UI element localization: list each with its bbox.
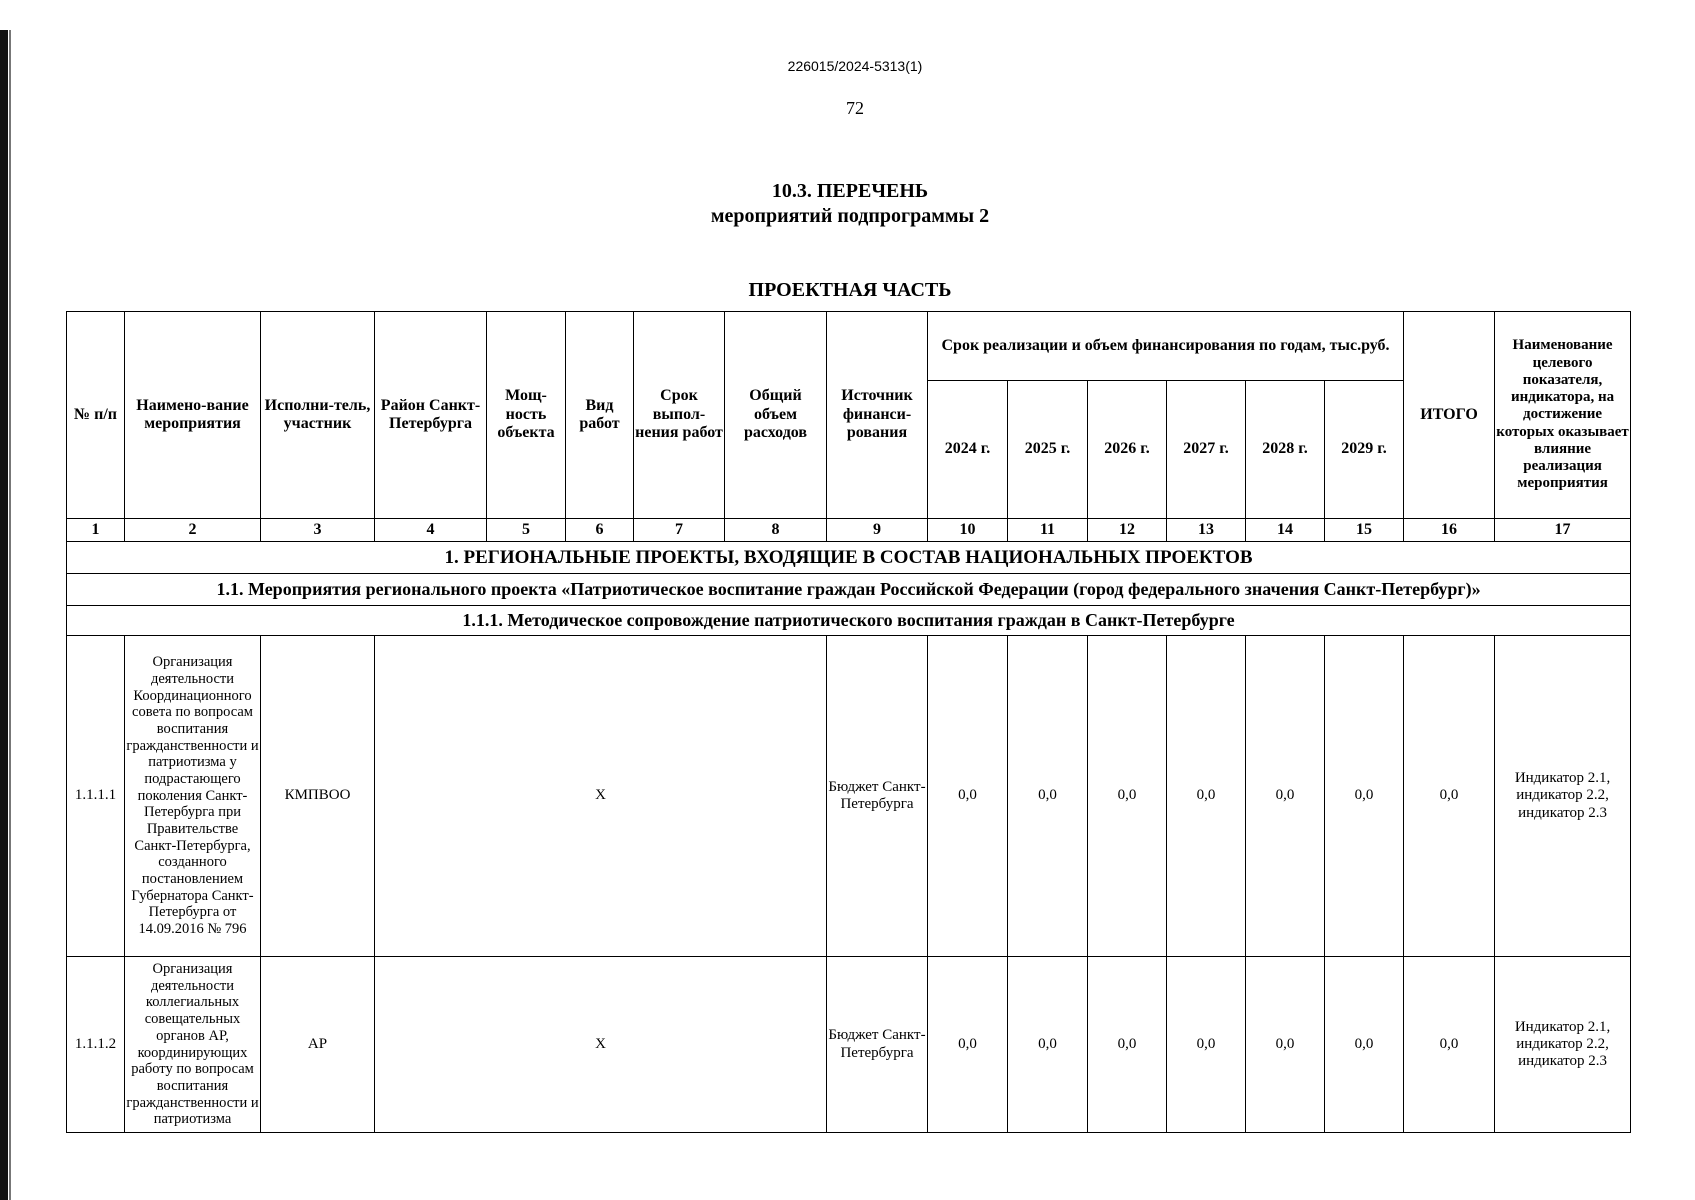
document-id: 226015/2024-5313(1) xyxy=(787,58,923,74)
header-indicator: Наименование целевого показателя, индикатора, на достижение которых оказывает влияние реализация мероприятия xyxy=(1495,312,1631,519)
column-number: 16 xyxy=(1404,519,1495,542)
section-title: ПРОЕКТНАЯ ЧАСТЬ xyxy=(748,279,952,301)
year-value: 0,0 xyxy=(1167,957,1246,1133)
year-value: 0,0 xyxy=(928,636,1008,957)
page-title: 10.3. ПЕРЕЧЕНЬ xyxy=(771,180,929,202)
column-number: 10 xyxy=(928,519,1008,542)
row-number: 1.1.1.2 xyxy=(67,957,125,1133)
header-work-type: Вид работ xyxy=(566,312,634,519)
column-number: 4 xyxy=(375,519,487,542)
header-year: 2027 г. xyxy=(1167,381,1246,519)
header-capacity: Мощ-ность объекта xyxy=(487,312,566,519)
column-number: 15 xyxy=(1325,519,1404,542)
year-value: 0,0 xyxy=(1246,636,1325,957)
event-name: Организация деятельности Координационного совета по вопросам воспитания гражданственности и патриотизма у подрастающего поколения Санкт-Петербурга при Правительстве Санкт-Петербурга, созданного постановлением Губернатора Санкт-Петербурга от 14.09.2016 № 796 xyxy=(125,636,261,957)
subsubsection-heading: 1.1.1. Методическое сопровождение патриотического воспитания граждан в Санкт-Петербурге xyxy=(67,606,1631,636)
row-total: 0,0 xyxy=(1404,636,1495,957)
row-number: 1.1.1.1 xyxy=(67,636,125,957)
header-year: 2024 г. xyxy=(928,381,1008,519)
header-num: № п/п xyxy=(67,312,125,519)
header-year: 2026 г. xyxy=(1088,381,1167,519)
column-number: 17 xyxy=(1495,519,1631,542)
column-number-row xyxy=(67,519,1631,542)
column-number: 13 xyxy=(1167,519,1246,542)
column-number: 7 xyxy=(634,519,725,542)
not-applicable-mark: X xyxy=(375,957,827,1133)
header-years-group: Срок реализации и объем финансирования по годам, тыс.руб. xyxy=(928,312,1404,381)
column-number: 8 xyxy=(725,519,827,542)
page-number: 72 xyxy=(846,98,864,118)
funding-source: Бюджет Санкт-Петербурга xyxy=(827,636,928,957)
subsection-heading: 1.1. Мероприятия регионального проекта «Патриотическое воспитание граждан Российской Федерации (город федерального значения Санкт-Петербург)» xyxy=(67,574,1631,606)
header-name: Наимено-вание мероприятия xyxy=(125,312,261,519)
subsubsection-row xyxy=(67,606,1631,636)
column-number: 11 xyxy=(1008,519,1088,542)
indicator: Индикатор 2.1, индикатор 2.2, индикатор 2.3 xyxy=(1495,636,1631,957)
header-year: 2029 г. xyxy=(1325,381,1404,519)
not-applicable-mark: X xyxy=(375,636,827,957)
subsection-row xyxy=(67,574,1631,606)
year-value: 0,0 xyxy=(1008,957,1088,1133)
header-executor: Исполни-тель, участник xyxy=(261,312,375,519)
executor: АР xyxy=(261,957,375,1133)
row-total: 0,0 xyxy=(1404,957,1495,1133)
header-year: 2025 г. xyxy=(1008,381,1088,519)
indicator: Индикатор 2.1, индикатор 2.2, индикатор 2.3 xyxy=(1495,957,1631,1133)
column-number: 2 xyxy=(125,519,261,542)
table-row xyxy=(67,957,1631,1133)
header-total: ИТОГО xyxy=(1404,312,1495,519)
year-value: 0,0 xyxy=(1008,636,1088,957)
page-subtitle: мероприятий подпрограммы 2 xyxy=(710,205,990,227)
column-number: 12 xyxy=(1088,519,1167,542)
column-number: 6 xyxy=(566,519,634,542)
year-value: 0,0 xyxy=(1088,636,1167,957)
column-number: 3 xyxy=(261,519,375,542)
section-heading: 1. РЕГИОНАЛЬНЫЕ ПРОЕКТЫ, ВХОДЯЩИЕ В СОСТАВ НАЦИОНАЛЬНЫХ ПРОЕКТОВ xyxy=(67,542,1631,574)
year-value: 0,0 xyxy=(1246,957,1325,1133)
funding-source: Бюджет Санкт-Петербурга xyxy=(827,957,928,1133)
year-value: 0,0 xyxy=(1167,636,1246,957)
table-row xyxy=(67,636,1631,957)
year-value: 0,0 xyxy=(928,957,1008,1133)
column-number: 5 xyxy=(487,519,566,542)
header-total-cost: Общий объем расходов xyxy=(725,312,827,519)
events-table xyxy=(66,311,1631,1133)
column-number: 9 xyxy=(827,519,928,542)
header-source: Источник финанси-рования xyxy=(827,312,928,519)
column-number: 14 xyxy=(1246,519,1325,542)
header-district: Район Санкт-Петербурга xyxy=(375,312,487,519)
year-value: 0,0 xyxy=(1325,957,1404,1133)
event-name: Организация деятельности коллегиальных совещательных органов АР, координирующих работу по вопросам воспитания гражданственности и патриотизма xyxy=(125,957,261,1133)
header-year: 2028 г. xyxy=(1246,381,1325,519)
section-row xyxy=(67,542,1631,574)
year-value: 0,0 xyxy=(1088,957,1167,1133)
column-number: 1 xyxy=(67,519,125,542)
year-value: 0,0 xyxy=(1325,636,1404,957)
header-row-1 xyxy=(67,312,1631,381)
header-deadline: Срок выпол-нения работ xyxy=(634,312,725,519)
executor: КМПВОО xyxy=(261,636,375,957)
